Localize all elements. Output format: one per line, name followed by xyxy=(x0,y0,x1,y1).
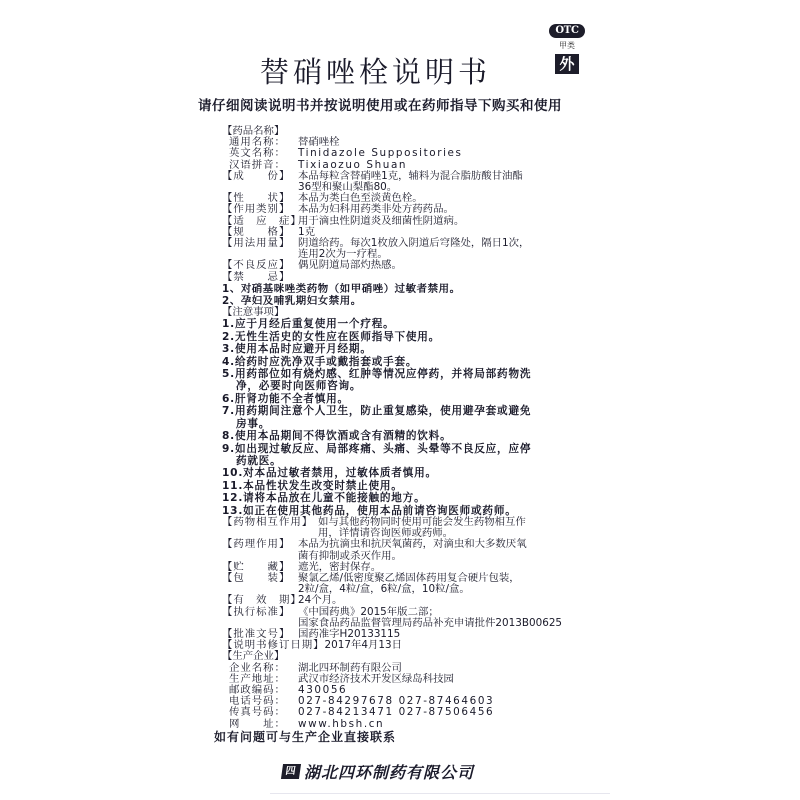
field-label: 【药物相互作用】 xyxy=(222,515,314,528)
section-label: 【药品名称】 xyxy=(222,125,285,137)
field-value: 替硝唑栓 xyxy=(298,136,340,149)
adverse-reactions-row xyxy=(222,260,612,271)
field-value: 武汉市经济技术开发区绿岛科技园 xyxy=(298,672,454,685)
field-value: 1克 xyxy=(298,225,316,238)
precaution-item-cont: 房事。 xyxy=(236,417,271,430)
field-label: 【执行标准】 xyxy=(222,605,291,618)
list-item-text: 1、对硝基咪唑类药物（如甲硝唑）过敏者禁用。 xyxy=(222,282,461,295)
field-value: 偶见阴道局部灼热感。 xyxy=(298,259,402,272)
field-value: 聚氯乙烯/低密度聚乙烯固体药用复合硬片包装， xyxy=(298,571,520,584)
website-row xyxy=(222,719,612,730)
field-label: 【适 应 症】 xyxy=(222,214,302,227)
website-link[interactable]: www.hbsh.cn xyxy=(298,717,385,730)
field-value: 027-84297678 027-87464603 xyxy=(298,695,495,708)
field-value: 本品为类白色至淡黄色栓。 xyxy=(298,192,423,205)
leaflet-body xyxy=(214,125,612,744)
field-label: 【贮 藏】 xyxy=(222,560,291,573)
field-label: 【作用类别】 xyxy=(222,203,291,216)
field-label: 汉语拼音： xyxy=(229,158,286,171)
pharmacology-row xyxy=(222,539,612,550)
field-value: 2粒/盒，4粒/盒，6粒/盒，10粒/盒。 xyxy=(298,583,470,596)
precaution-item: 4.给药时应洗净双手或戴指套或手套。 xyxy=(222,355,418,368)
field-label: 【性 状】 xyxy=(222,192,291,205)
field-value: 027-84213471 027-87506456 xyxy=(298,706,495,719)
field-label: 英文名称： xyxy=(229,147,286,160)
field-label: 传真号码： xyxy=(229,706,286,719)
field-label: 【包 装】 xyxy=(222,571,291,584)
precaution-item: 1.应于月经后重复使用一个疗程。 xyxy=(222,318,395,331)
field-value: 本品为妇科用药类非处方药药品。 xyxy=(298,203,454,216)
field-label: 【规 格】 xyxy=(222,225,291,238)
field-label: 【说明书修订日期】 xyxy=(222,639,325,652)
precaution-item: 3.使用本品时应避开月经期。 xyxy=(222,343,372,356)
composition-row xyxy=(222,171,612,182)
field-value: 菌有抑制或杀灭作用。 xyxy=(298,549,402,562)
field-label: 【成 份】 xyxy=(222,169,291,182)
precaution-item: 5.用药部位如有烧灼感、红肿等情况应停药，并将局部药物洗 xyxy=(222,368,532,381)
field-value: Tixiaozuo Shuan xyxy=(298,158,408,171)
section-label: 【注意事项】 xyxy=(222,306,285,319)
contraindication-item xyxy=(222,283,612,295)
field-value: Tinidazole Suppositories xyxy=(298,147,463,160)
field-value: 用于滴虫性阴道炎及细菌性阴道病。 xyxy=(298,214,465,227)
field-value: 连用2次为一疗程。 xyxy=(298,248,388,261)
list-item-text: 2、孕妇及哺乳期妇女禁用。 xyxy=(222,295,362,308)
field-label: 电话号码： xyxy=(229,695,286,708)
field-value: 湖北四环制药有限公司 xyxy=(298,661,402,674)
precaution-item-cont: 净，必要时向医师咨询。 xyxy=(236,380,362,393)
external-use-badge: 外 xyxy=(555,54,579,74)
field-label: 【药理作用】 xyxy=(222,538,291,551)
precaution-item: 10.对本品过敏者禁用，过敏体质者慎用。 xyxy=(222,467,437,480)
precautions-section xyxy=(222,307,612,318)
field-value: 2017年4月13日 xyxy=(324,639,402,652)
field-value: 遮光，密封保存。 xyxy=(298,560,382,573)
precaution-item: 6.肝肾功能不全者慎用。 xyxy=(222,392,349,405)
footer-company-name: 湖北四环制药有限公司 xyxy=(304,763,475,782)
dosage-row xyxy=(222,238,612,249)
field-value: 36型和聚山梨酯80。 xyxy=(298,181,398,194)
precaution-item: 7.用药期间注意个人卫生，防止重复感染，使用避孕套或避免 xyxy=(222,405,532,418)
field-value: 阴道给药。每次1枚放入阴道后穹隆处，隔日1次， xyxy=(298,237,530,250)
field-label: 网 址： xyxy=(229,717,286,730)
field-label: 【用法用量】 xyxy=(222,237,291,250)
field-label: 企业名称： xyxy=(229,661,286,674)
field-value: 用，详情请咨询医师或药师。 xyxy=(318,527,454,540)
precaution-item: 13.如正在使用其他药品，使用本品前请咨询医师或药师。 xyxy=(222,504,517,517)
field-label: 生产地址： xyxy=(229,672,286,685)
field-value: 24个月。 xyxy=(298,594,343,607)
precaution-item-cont: 药就医。 xyxy=(236,454,282,467)
page-subtitle: 请仔细阅读说明书并按说明使用或在药师指导下购买和使用 xyxy=(198,98,562,114)
section-label: 【禁 忌】 xyxy=(222,270,291,283)
section-label: 【生产企业】 xyxy=(222,650,285,663)
contact-note: 如有问题可与生产企业直接联系 xyxy=(214,729,397,744)
field-value: 430056 xyxy=(298,684,348,696)
otc-class-label: 甲类 xyxy=(559,41,575,50)
field-value: 国家食品药品监督管理局药品补充申请批件2013B00625 xyxy=(298,616,563,629)
footer-company xyxy=(282,760,542,783)
field-value: 本品每粒含替硝唑1克，辅料为混合脂肪酸甘油酯 xyxy=(298,169,523,182)
contraindications-section xyxy=(222,272,612,283)
field-value: 国药准字H20133115 xyxy=(298,627,401,640)
field-value: 《中国药典》2015年版二部； xyxy=(298,605,439,618)
field-value: 如与其他药物同时使用可能会发生药物相互作 xyxy=(318,515,526,528)
category-row xyxy=(222,204,612,215)
precaution-item: 11.本品性状发生改变时禁止使用。 xyxy=(222,479,403,492)
precaution-item: 12.请将本品放在儿童不能接触的地方。 xyxy=(222,492,426,505)
field-label: 邮政编码： xyxy=(229,684,286,696)
fax-row xyxy=(222,707,612,718)
field-label: 【不良反应】 xyxy=(222,259,291,272)
otc-badge: OTC xyxy=(549,24,585,38)
page-title: 替硝唑栓说明书 xyxy=(260,55,492,89)
precaution-item: 8.使用本品期间不得饮酒或含有酒精的饮料。 xyxy=(222,430,452,443)
precaution-item: 9.如出现过敏反应、局部疼痛、头痛、头晕等不良反应，应停 xyxy=(222,442,532,455)
precaution-item: 2.无性生活史的女性应在医师指导下使用。 xyxy=(222,330,441,343)
field-label: 【有 效 期】 xyxy=(222,594,302,607)
validity-row xyxy=(222,595,612,606)
company-logo-icon: 四 xyxy=(281,764,301,779)
field-value: 本品为抗滴虫和抗厌氧菌药，对滴虫和大多数厌氧 xyxy=(298,538,527,551)
field-label: 【批准文号】 xyxy=(222,627,291,640)
footer-divider xyxy=(270,793,610,794)
field-label: 通用名称： xyxy=(229,136,286,149)
manufacturer-section xyxy=(222,651,612,662)
english-name-row xyxy=(222,148,612,159)
